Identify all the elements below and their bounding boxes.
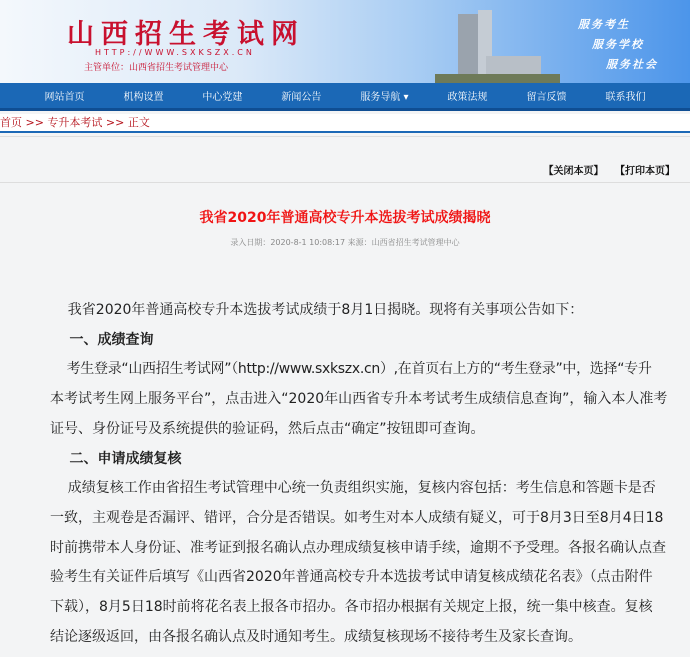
breadcrumb[interactable]: 首页 >> 专升本考试 >> 正文	[0, 114, 690, 133]
close-page-button[interactable]: 【关闭本页】	[543, 166, 604, 177]
article-line: 结论逐级返回，由各报名确认点及时通知考生。成绩复核现场不接待考生及家长查询。	[50, 628, 582, 645]
nav-organization[interactable]: 机构设置	[123, 92, 164, 103]
main-nav	[0, 83, 690, 111]
print-page-button[interactable]: 【打印本页】	[615, 166, 675, 177]
article-line: 验考生有关证件后填写《山西省2020年普通高校专升本选拔考试申请复核成绩花名表》（点击附件	[50, 569, 653, 586]
article-meta: 录入日期：2020-8-1 10:08:17 来源：山西省招生考试管理中心	[230, 238, 460, 247]
nav-news[interactable]: 新闻公告	[281, 92, 322, 103]
site-url: HTTP://WWW.SXKSZX.CN	[95, 48, 255, 57]
site-title: 山西招生考试网	[67, 19, 305, 50]
article-line: 时前携带本人身份证、准考证到报名确认点办理成绩复核申请手续，逾期不予受理。各报名确认点查	[50, 539, 666, 556]
section-heading: 一、成绩查询	[50, 331, 154, 348]
nav-feedback[interactable]: 留言反馈	[526, 92, 567, 103]
slogan: 服务学校	[592, 38, 644, 51]
slogan: 服务考生	[578, 18, 630, 31]
article-title: 我省2020年普通高校专升本选拔考试成绩揭晓	[199, 210, 491, 226]
article-line: 考生登录“山西招生考试网”（http://www.sxkszx.cn）,在首页右上方的“考生登录”中，选择“专升	[50, 361, 652, 378]
article-line: 一致，主观卷是否漏评、错评，合分是否错误。如考生对本人成绩有疑义，可于8月3日至8月4日18	[50, 509, 664, 526]
divider	[0, 182, 690, 183]
nav-services[interactable]: 服务导航 ▾	[360, 92, 409, 103]
page-tools	[536, 162, 675, 177]
article-line: 本考试考生网上服务平台”，点击进入“2020年山西省专升本考试考生成绩信息查询”，输入本人准考	[50, 391, 668, 408]
article-body	[50, 296, 680, 652]
article-line: 证号、身份证号及系统提供的验证码，然后点击“确定”按钮即可查询。	[50, 420, 485, 437]
nav-policy[interactable]: 政策法规	[447, 92, 488, 103]
article-line: 我省2020年普通高校专升本选拔考试成绩于8月1日揭晓。现将有关事项公告如下：	[50, 302, 584, 318]
nav-home[interactable]: 网站首页	[44, 92, 85, 103]
site-owner: 主管单位：山西省招生考试管理中心	[84, 63, 229, 73]
site-banner	[0, 0, 690, 83]
building-image	[430, 6, 565, 83]
slogan: 服务社会	[606, 58, 658, 71]
article-line: 成绩复核工作由省招生考试管理中心统一负责组织实施，复核内容包括：考生信息和答题卡是否	[50, 480, 656, 497]
nav-party[interactable]: 中心党建	[202, 92, 243, 103]
article-line: 下载），8月5日18时前将花名表上报各市招办。各市招办根据有关规定上报，统一集中核查。复核	[50, 599, 653, 616]
nav-contact[interactable]: 联系我们	[605, 92, 646, 103]
section-heading: 二、申请成绩复核	[50, 450, 182, 467]
